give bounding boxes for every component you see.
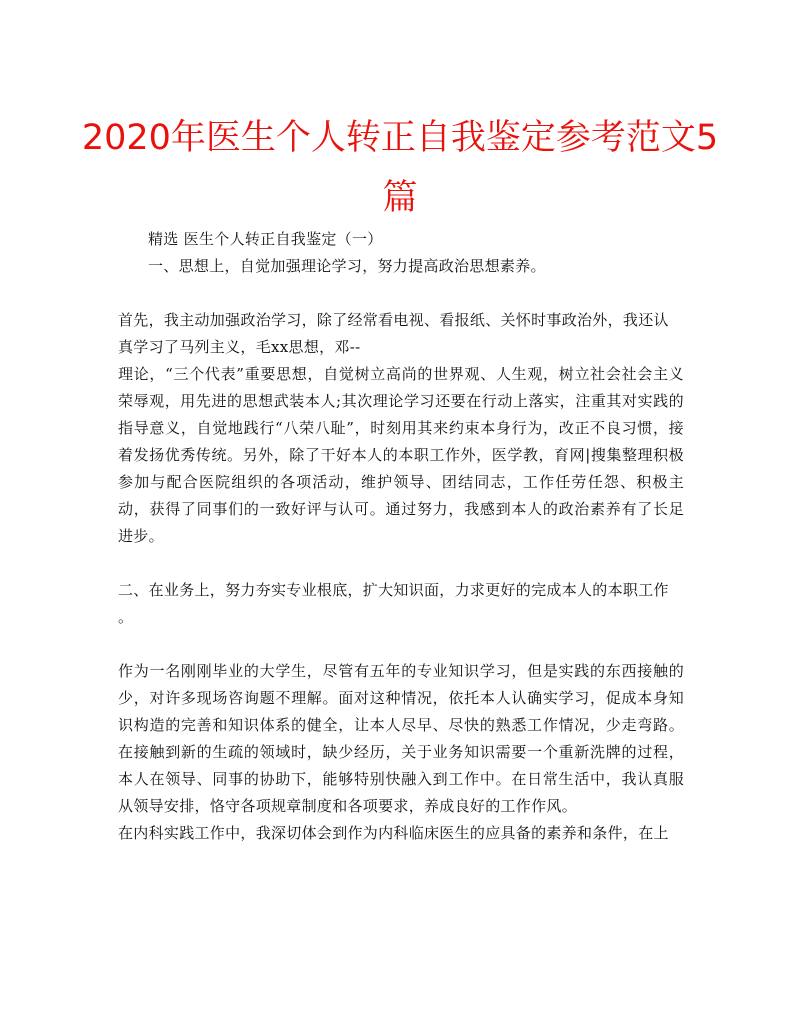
paragraph-spacer <box>118 550 684 577</box>
paragraph-spacer <box>118 280 684 307</box>
paragraph-1-line-2: 真学习了马列主义，毛xx思想，邓-- <box>118 338 361 356</box>
subtitle: 精选 医生个人转正自我鉴定（一） <box>148 230 383 248</box>
paragraph-2: 作为一名刚刚毕业的大学生，尽管有五年的专业知识学习，但是实践的东西接触的少，对许多现场咨询题不理解。面对这种情况，依托本人认确实学习，促成本身知识构造的完善和知识体系的健全，让本人尽早、尽快的熟悉工作情况，少走弯路。在接触到新的生疏的领域时，缺少经历，关于业务知识需要一个重新洗牌的过程，本人在领导、同事的协助下，能够特别快融入到工作中。在日常生活中，我认真服从领导安排，恪守各项规章制度和各项要求，养成良好的工作作风。 <box>118 662 684 815</box>
document-body <box>118 226 684 847</box>
title-line-2: 篇 <box>382 178 418 218</box>
section-2-heading-tail: 。 <box>118 608 134 626</box>
document-title <box>0 108 800 228</box>
section-2-heading: 二、在业务上，努力夯实专业根底，扩大知识面，力求更好的完成本人的本职工作 <box>118 581 669 599</box>
section-1-heading: 一、思想上，自觉加强理论学习，努力提高政治思想素养。 <box>148 257 546 275</box>
title-line-1: 2020年医生个人转正自我鉴定参考范文5 <box>81 118 719 158</box>
paragraph-1-rest: 理论，“三个代表”重要思想，自觉树立高尚的世界观、人生观，树立社会社会主义荣辱观，用先进的思想武装本人;其次理论学习还要在行动上落实，注重其对实践的指导意义，自觉地践行“八荣八耻”，时刻用其来约束本身行为，改正不良习惯，接着发扬优秀传统。另外，除了干好本人的本职工作外，医学教，育网|搜集整理积极参加与配合医院组织的各项活动，维护领导、团结同志，工作任劳任怨、积极主动，获得了同事们的一致好评与认可。通过努力，我感到本人的政治素养有了长足进步。 <box>118 365 684 545</box>
paragraph-3: 在内科实践工作中，我深切体会到作为内科临床医生的应具备的素养和条件，在上 <box>118 824 669 842</box>
paragraph-1-line-1: 首先，我主动加强政治学习，除了经常看电视、看报纸、关怀时事政治外，我还认 <box>118 311 669 329</box>
paragraph-spacer <box>118 631 684 658</box>
